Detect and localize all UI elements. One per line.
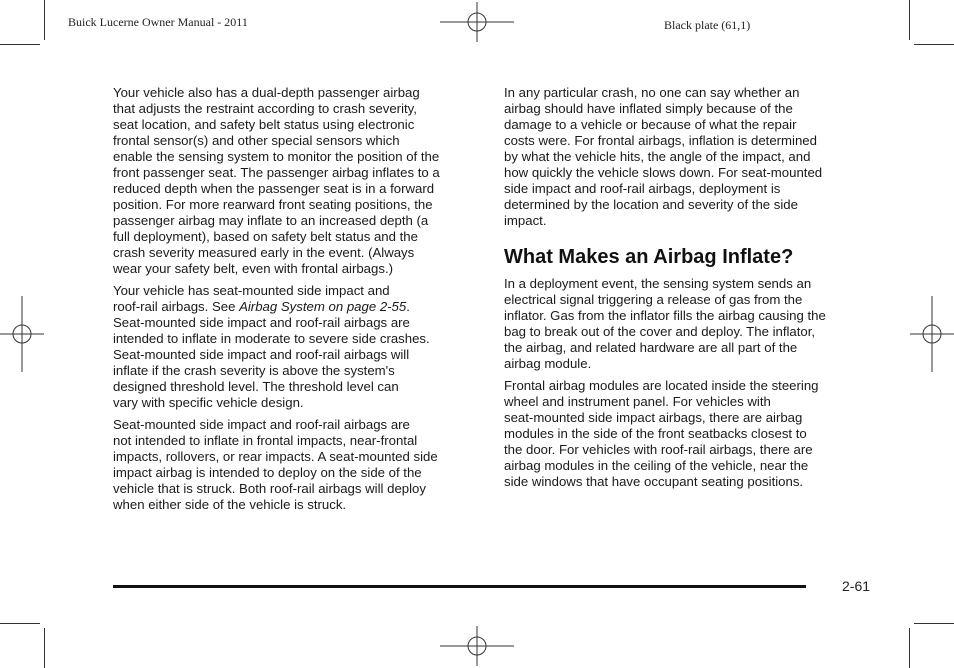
text-line: airbag module. bbox=[504, 356, 592, 371]
text-line: vary with specific vehicle design. bbox=[113, 395, 304, 410]
crop-mark bbox=[914, 44, 954, 45]
text-line: Frontal airbag modules are located inside the steering bbox=[504, 378, 819, 393]
text-line: vehicle that is struck. Both roof-rail airbags will deploy bbox=[113, 481, 426, 496]
paragraph-module-locations bbox=[504, 378, 866, 490]
text-line: full deployment), based on safety belt status and the bbox=[113, 229, 418, 244]
text-line: frontal sensor(s) and other special sensors which bbox=[113, 133, 400, 148]
text-line: In a deployment event, the sensing system sends an bbox=[504, 276, 812, 291]
text-line: Seat-mounted side impact and roof-rail airbags are bbox=[113, 417, 410, 432]
plate-label: Black plate (61,1) bbox=[664, 18, 751, 32]
text-line: inflate if the crash severity is above the system's bbox=[113, 363, 395, 378]
paragraph-deployment-event bbox=[504, 276, 866, 372]
text-line: damage to a vehicle or because of what the repair bbox=[504, 117, 797, 132]
paragraph-side-airbags: Your vehicle has seat-mounted side impact and roof-rail airbags. See Airbag System on page 2‑55. Seat-mounted side impact and roof-rail airbags are intended to inflate in moderate to severe side crashes. Seat-mounted side impact and roof-rail airbags will inflate if the crash severity is above the system's designed threshold level. The threshold level can vary with specific vehicle design. bbox=[113, 283, 479, 411]
crop-mark bbox=[44, 628, 45, 668]
text-line: front passenger seat. The passenger airbag inflates to a bbox=[113, 165, 440, 180]
text-line: inflator. Gas from the inflator fills the airbag causing the bbox=[504, 308, 826, 323]
registration-mark-top bbox=[440, 2, 514, 42]
page-number: 2-61 bbox=[842, 578, 871, 594]
crop-mark bbox=[44, 0, 45, 40]
text-line: by what the vehicle hits, the angle of the impact, and bbox=[504, 149, 811, 164]
text-line: position. For more rearward front seating positions, the bbox=[113, 197, 433, 212]
paragraph-particular-crash bbox=[504, 85, 866, 229]
registration-mark-left bbox=[0, 296, 44, 372]
registration-mark-bottom bbox=[440, 626, 514, 666]
text-line: impacts, rollovers, or rear impacts. A seat-mounted side bbox=[113, 449, 438, 464]
text-line: side windows that have occupant seating positions. bbox=[504, 474, 804, 489]
text-line: modules in the side of the front seatbacks closest to bbox=[504, 426, 807, 441]
text-line: electrical signal triggering a release of gas from the bbox=[504, 292, 803, 307]
paragraph-dual-depth bbox=[113, 85, 479, 277]
footer-rule bbox=[113, 585, 806, 588]
text-line: the door. For vehicles with roof-rail airbags, there are bbox=[504, 442, 813, 457]
crop-mark bbox=[914, 623, 954, 624]
crop-mark bbox=[0, 44, 40, 45]
text-line: designed threshold level. The threshold level can bbox=[113, 379, 399, 394]
text-line: not intended to inflate in frontal impacts, near-frontal bbox=[113, 433, 418, 448]
text-line: passenger airbag may inflate to an increased depth (a bbox=[113, 213, 429, 228]
text-line: In any particular crash, no one can say whether an bbox=[504, 85, 800, 100]
text-line: wheel and instrument panel. For vehicles with bbox=[504, 394, 771, 409]
section-heading: What Makes an Airbag Inflate? bbox=[504, 246, 794, 268]
text-line: Seat-mounted side impact and roof-rail airbags are bbox=[113, 315, 410, 330]
right-column bbox=[504, 85, 866, 496]
text-line: seat-mounted side impact airbags, there are airbag bbox=[504, 410, 803, 425]
text-line: side impact and roof-rail airbags, deployment is bbox=[504, 181, 781, 196]
text-line: when either side of the vehicle is struck. bbox=[113, 497, 347, 512]
manual-title: Buick Lucerne Owner Manual - 2011 bbox=[68, 15, 248, 29]
text-line: intended to inflate in moderate to severe side crashes. bbox=[113, 331, 430, 346]
cross-reference-link[interactable]: Airbag System on page 2‑55 bbox=[239, 299, 407, 314]
text-line: that adjusts the restraint according to crash severity, bbox=[113, 101, 417, 116]
text-line: bag to break out of the cover and deploy. The inflator, bbox=[504, 324, 816, 339]
text-line: airbag modules in the ceiling of the vehicle, near the bbox=[504, 458, 809, 473]
text-line: Your vehicle also has a dual-depth passenger airbag bbox=[113, 85, 420, 100]
text-line: impact airbag is intended to deploy on the side of the bbox=[113, 465, 422, 480]
text-line: crash severity measured early in the event. (Always bbox=[113, 245, 415, 260]
text-line: wear your safety belt, even with frontal airbags.) bbox=[113, 261, 394, 276]
text-line: the airbag, and related hardware are all part of the bbox=[504, 340, 798, 355]
text-line: how quickly the vehicle slows down. For seat-mounted bbox=[504, 165, 823, 180]
paragraph-not-intended bbox=[113, 417, 479, 513]
crop-mark bbox=[0, 623, 40, 624]
text-line: reduced depth when the passenger seat is in a forward bbox=[113, 181, 435, 196]
text-line: Seat-mounted side impact and roof-rail airbags will bbox=[113, 347, 410, 362]
left-column bbox=[113, 85, 479, 519]
text-line: determined by the location and severity of the side bbox=[504, 197, 798, 212]
registration-mark-right bbox=[910, 296, 954, 372]
text-line: airbag should have inflated simply because of the bbox=[504, 101, 793, 116]
crop-mark bbox=[909, 628, 910, 668]
crop-mark bbox=[909, 0, 910, 40]
text-line: impact. bbox=[504, 213, 547, 228]
text-line: costs were. For frontal airbags, inflation is determined bbox=[504, 133, 817, 148]
text-line: seat location, and safety belt status using electronic bbox=[113, 117, 415, 132]
text-line: enable the sensing system to monitor the position of the bbox=[113, 149, 440, 164]
